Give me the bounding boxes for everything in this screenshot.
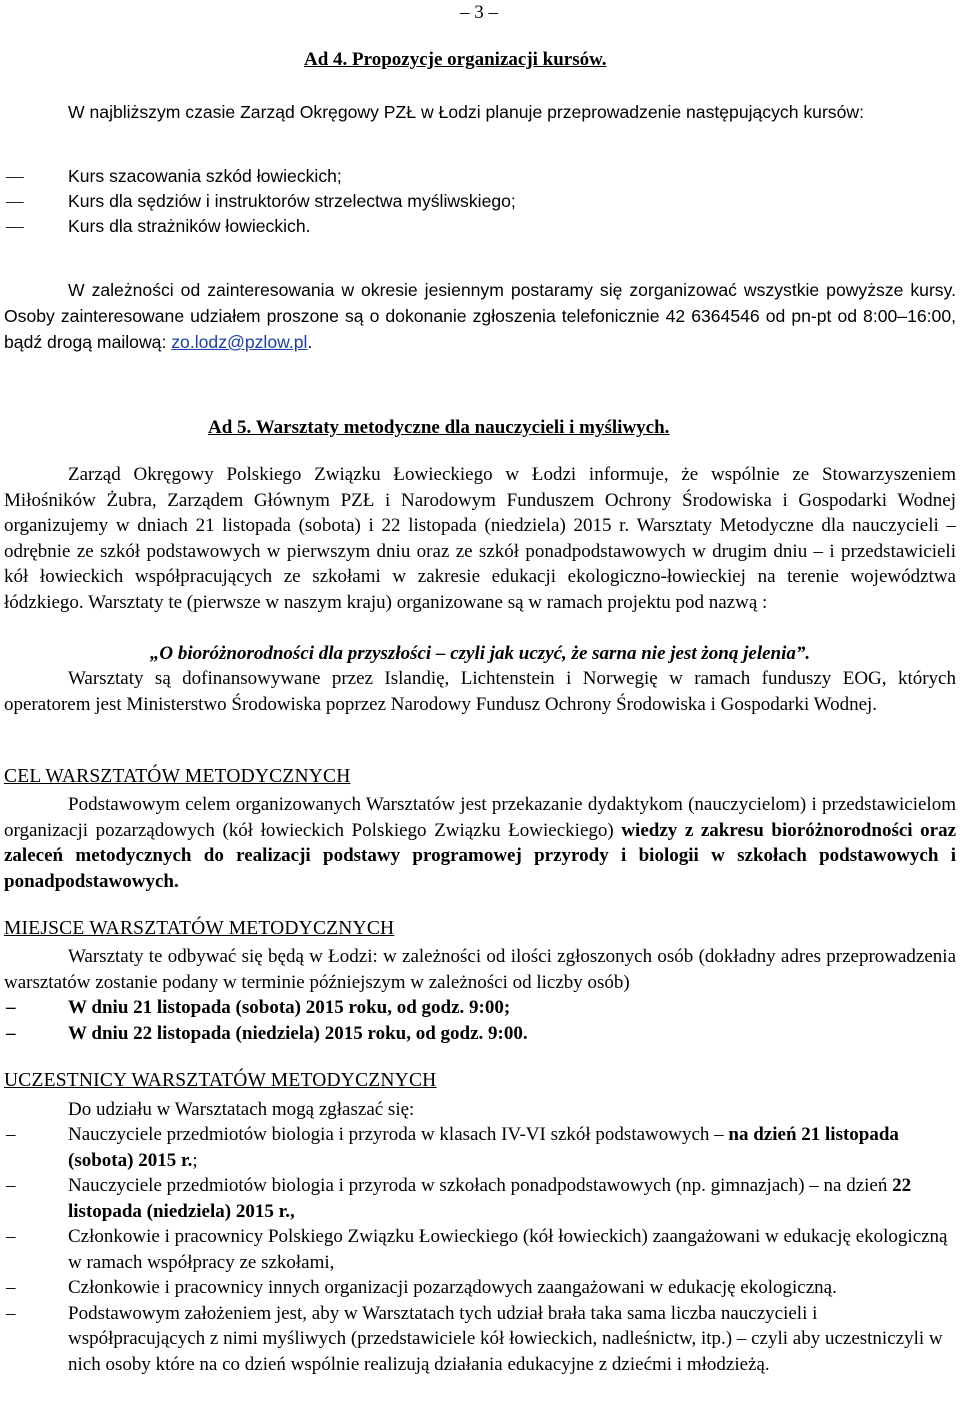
list-item: – Podstawowym założeniem jest, aby w Warsztatach tych udział brała taka sama liczba nauczycieli i współpracujących z nimi myśliwych (przedstawiciele kół łowieckich, nadleśnictw, itp.) – czyli aby uczestniczyli w nich osoby które na co dzień wspólnie realizują działania edukacyjne z dziećmi i młodzieżą.	[4, 1301, 956, 1378]
miejsce-heading: MIEJSCE WARSZTATÓW METODYCZNYCH	[4, 918, 395, 939]
uczestnicy-heading: UCZESTNICY WARSZTATÓW METODYCZNYCH	[4, 1070, 437, 1091]
ad4-course-list	[4, 164, 956, 239]
list-item: – Członkowie i pracownicy Polskiego Związku Łowieckiego (kół łowieckich) zaangażowani w edukację ekologiczną w ramach współpracy ze szkołami,	[4, 1224, 956, 1275]
list-item: – Nauczyciele przedmiotów biologia i przyroda w klasach IV-VI szkół podstawowych – na dzień 21 listopada (sobota) 2015 r.;	[4, 1122, 956, 1173]
email-link[interactable]: zo.lodz@pzlow.pl	[171, 332, 308, 352]
cel-heading: CEL WARSZTATÓW METODYCZNYCH	[4, 766, 351, 787]
project-motto: „O bioróżnorodności dla przyszłości – czyli jak uczyć, że sarna nie jest żoną jelenia”.	[149, 643, 811, 664]
page-number: – 3 –	[460, 2, 498, 23]
ad5-paragraph-1: Zarząd Okręgowy Polskiego Związku Łowieckiego w Łodzi informuje, że wspólnie ze Stowarzyszeniem Miłośników Żubra, Zarządem Głównym PZŁ i Narodowym Funduszem Ochrony Środowiska i Gospodarki Wodnej organizujemy w dniach 21 listopada (sobota) i 22 listopada (niedziela) 2015 r. Warsztaty Metodyczne dla nauczycieli – odrębnie ze szkół podstawowych w pierwszym dniu oraz ze szkół ponadpodstawowych w drugim dniu – i przedstawicieli kół łowieckich współpracujących ze szkołami w zakresie edukacji ekologiczno-łowieckiej na terenie województwa łódzkiego. Warsztaty te (pierwsze w naszym kraju) organizowane są w ramach projektu pod nazwą :	[4, 464, 956, 613]
miejsce-paragraph: Warsztaty te odbywać się będą w Łodzi: w zależności od ilości zgłoszonych osób (dokładny adres przeprowadzenia warsztatów zostanie podany w terminie późniejszym w zależności od liczby osób)	[4, 946, 956, 993]
list-item: – W dniu 22 listopada (niedziela) 2015 roku, od godz. 9:00.	[4, 1021, 956, 1047]
list-item: – Nauczyciele przedmiotów biologia i przyroda w szkołach ponadpodstawowych (np. gimnazjach) – na dzień 22 listopada (niedziela) 2015 r.,	[4, 1173, 956, 1224]
ad5-heading: Ad 5. Warsztaty metodyczne dla nauczycieli i myśliwych.	[208, 417, 670, 438]
list-item: – Członkowie i pracownicy innych organizacji pozarządowych zaangażowani w edukację ekologiczną.	[4, 1275, 956, 1301]
list-item: — Kurs dla strażników łowieckich.	[4, 214, 956, 239]
cel-paragraph: Podstawowym celem organizowanych Warsztatów jest przekazanie dydaktykom (nauczycielom) i przedstawicielom organizacji pozarządowych (kół łowieckich Polskiego Związku Łowieckiego) wiedzy z zakresu bioróżnorodności oraz zaleceń metodycznych do realizacji podstawy programowej przyrody i biologii w szkołach podstawowych i ponadpodstawowych.	[4, 794, 957, 892]
list-item: — Kurs dla sędziów i instruktorów strzelectwa myśliwskiego;	[4, 189, 956, 214]
list-item: – W dniu 21 listopada (sobota) 2015 roku, od godz. 9:00;	[4, 995, 956, 1021]
ad4-heading: Ad 4. Propozycje organizacji kursów.	[304, 49, 607, 70]
ad4-paragraph: W zależności od zainteresowania w okresie jesiennym postaramy się zorganizować wszystkie powyższe kursy. Osoby zainteresowane udziałem proszone są o dokonanie zgłoszenia telefonicznie 42 6364546 od pn-pt od 8:00–16:00, bądź drogą mailową: zo.lodz@pzlow.pl.	[4, 280, 956, 352]
uczestnicy-intro: Do udziału w Warsztatach mogą zgłaszać się:	[68, 1099, 415, 1120]
ad5-paragraph-2: Warsztaty są dofinansowywane przez Islandię, Lichtenstein i Norwegię w ramach funduszy EOG, których operatorem jest Ministerstwo Środowiska poprzez Narodowy Fundusz Ochrony Środowiska i Gospodarki Wodnej.	[4, 668, 956, 715]
dates-list	[4, 995, 956, 1046]
ad4-intro: W najbliższym czasie Zarząd Okręgowy PZŁ w Łodzi planuje przeprowadzenie następujących kursów:	[68, 102, 864, 122]
participants-list	[4, 1122, 956, 1377]
list-item: — Kurs szacowania szkód łowieckich;	[4, 164, 956, 189]
